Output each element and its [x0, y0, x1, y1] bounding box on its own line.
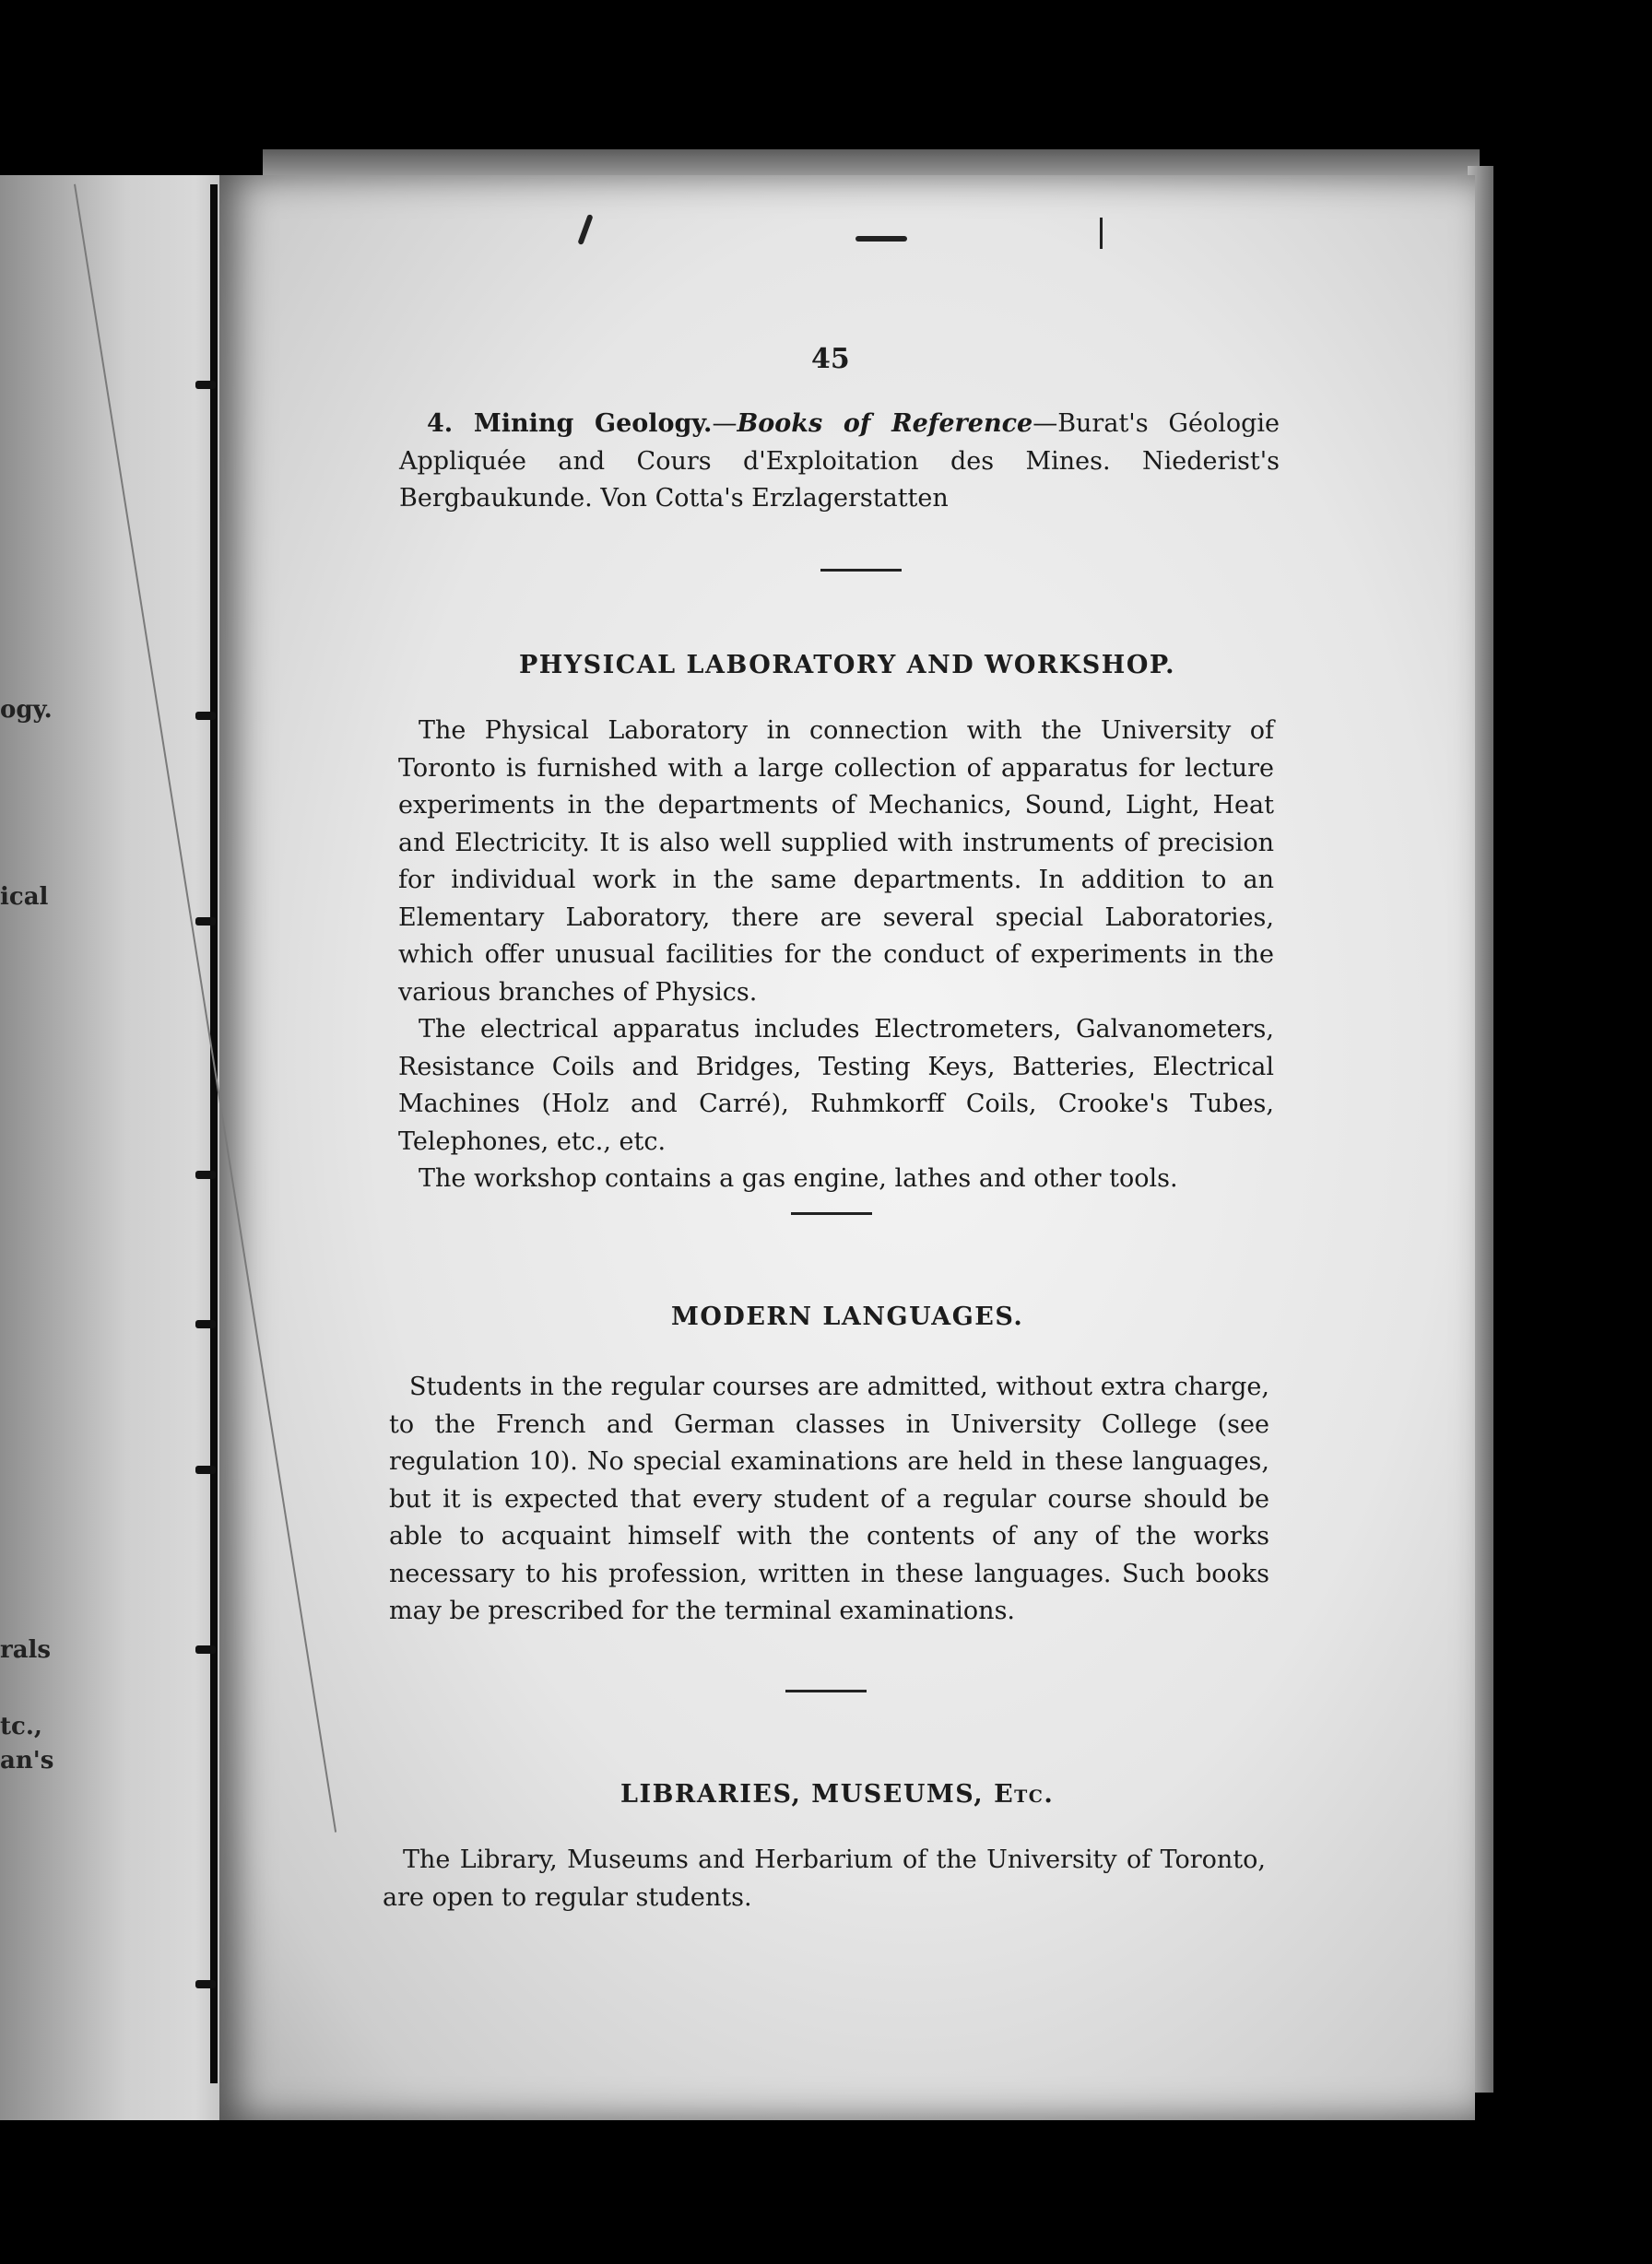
binding-stitch — [195, 1320, 216, 1328]
paragraph: The workshop contains a gas engine, lathes and other tools. — [419, 1164, 1178, 1193]
binding-stitch — [195, 917, 216, 926]
mining-geology-entry — [399, 406, 1280, 518]
stray-pen-mark — [856, 236, 907, 242]
heading-main: LIBRARIES, MUSEUMS, — [620, 1780, 985, 1809]
left-page-fragment: an's — [0, 1747, 54, 1775]
heading-suffix: Etc. — [994, 1780, 1055, 1809]
left-facing-page — [0, 175, 230, 2120]
binding-stitch — [195, 1171, 216, 1179]
section-divider — [791, 1212, 872, 1215]
binding-stitch — [195, 1645, 216, 1654]
item-text: Burat's Géologie Appliquée and Cours d'Exploitation des Mines. Niederist's Bergbaukunde. Von Cotta's Erzlagerstatten — [399, 409, 1280, 513]
binding-stitch — [195, 1980, 216, 1988]
item-label: 4. Mining Geology. — [427, 409, 713, 438]
paragraph: The Library, Museums and Herbarium of the University of Toronto, are open to regular students. — [383, 1845, 1266, 1912]
em-dash: — — [712, 409, 738, 438]
stray-pen-mark — [1100, 218, 1103, 249]
paragraph: Students in the regular courses are admitted, without extra charge, to the French and German classes in University College (see regulation 10). No special examinations are held in these languages, but it is expected that every student of a regular course should be able to acquaint himself with the contents of any of the works necessary to his profession, written in these languages. Such books may be prescribed for the terminal examinations. — [389, 1373, 1269, 1625]
left-page-fragment: rals — [0, 1636, 52, 1664]
books-of-reference-label: Books of Reference — [737, 409, 1033, 438]
section-divider — [820, 569, 902, 572]
left-page-fragment: ical — [0, 883, 49, 911]
em-dash: — — [1032, 409, 1058, 438]
section-heading — [620, 1780, 1054, 1809]
section-divider — [785, 1690, 867, 1692]
libraries-body — [383, 1842, 1266, 1916]
section-heading: MODERN LANGUAGES. — [671, 1303, 1024, 1331]
page-number: 45 — [811, 343, 850, 375]
paragraph: The electrical apparatus includes Electrometers, Galvanometers, Resistance Coils and Bridges, Testing Keys, Batteries, Electrical Machines (Holz and Carré), Ruhmkorff Coils, Crooke's Tubes, Telephones, etc., etc. — [398, 1015, 1274, 1156]
modern-languages-body — [389, 1369, 1269, 1631]
page-edge-top — [263, 149, 1480, 177]
paragraph: The Physical Laboratory in connection with the University of Toronto is furnished with a large collection of apparatus for lecture experiments in the departments of Mechanics, Sound, Light, Heat and Electricity. It is also well supplied with instruments of precision for individual work in the same departments. In addition to an Elementary Laboratory, there are several special Laboratories, which offer unusual facilities for the conduct of experiments in the various branches of Physics. — [398, 716, 1274, 1007]
binding-stitch — [195, 712, 216, 720]
left-page-fragment: tc., — [0, 1713, 42, 1740]
left-page-fragment: ogy. — [0, 696, 53, 724]
binding-stitch — [195, 381, 216, 389]
binding-stitch — [195, 1466, 216, 1474]
book-spine-binding — [210, 184, 218, 2083]
section-heading: PHYSICAL LABORATORY AND WORKSHOP. — [519, 651, 1176, 679]
physical-laboratory-body — [398, 713, 1274, 1198]
